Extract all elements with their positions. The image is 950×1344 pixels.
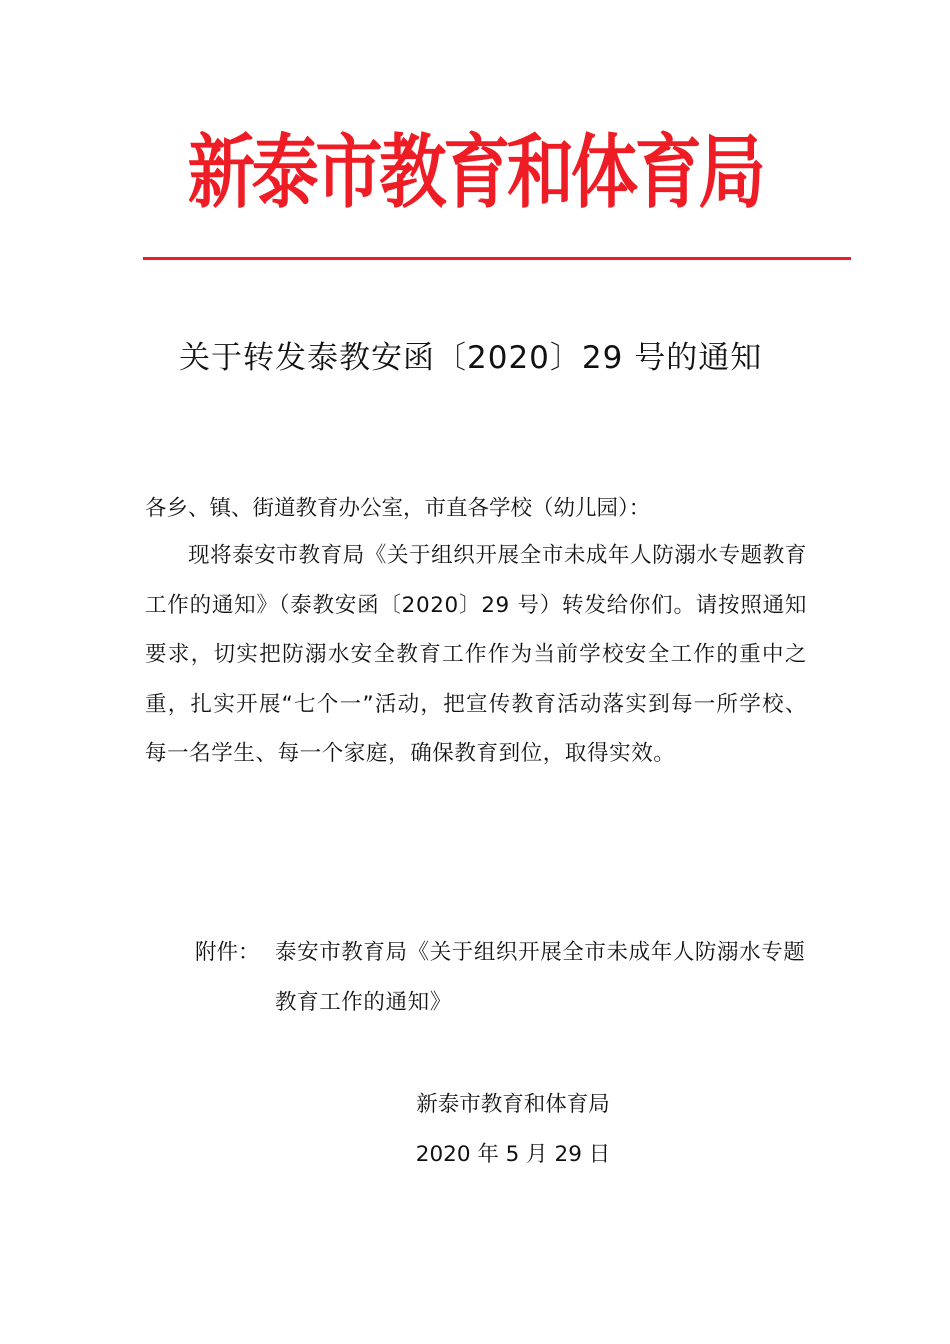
attachment-label: 附件：: [195, 940, 260, 965]
salutation: 各乡、镇、街道教育办公室，市直各学校（幼儿园）：: [145, 496, 651, 521]
red-divider-line: [143, 257, 851, 260]
attachment-text: 泰安市教育局《关于组织开展全市未成年人防溺水专题教育工作的通知》: [275, 940, 806, 1015]
signature-organization: 新泰市教育和体育局: [416, 1092, 610, 1117]
body-paragraph: 现将泰安市教育局《关于组织开展全市未成年人防溺水专题教育工作的通知》（泰教安函〔2020〕29 号）转发给你们。请按照通知要求，切实把防溺水安全教育工作作为当前学校安全工作的重中之重，扎实开展“七个一”活动，把宣传教育活动落实到每一所学校、每一名学生、每一个家庭，确保教育到位，取得实效。: [145, 543, 807, 766]
document-title: 关于转发泰教安函〔2020〕29 号的通知: [179, 340, 763, 376]
issuer-masthead: 新泰市教育和体育局: [187, 126, 763, 219]
signature-date: 2020 年 5 月 29 日: [415, 1142, 611, 1167]
